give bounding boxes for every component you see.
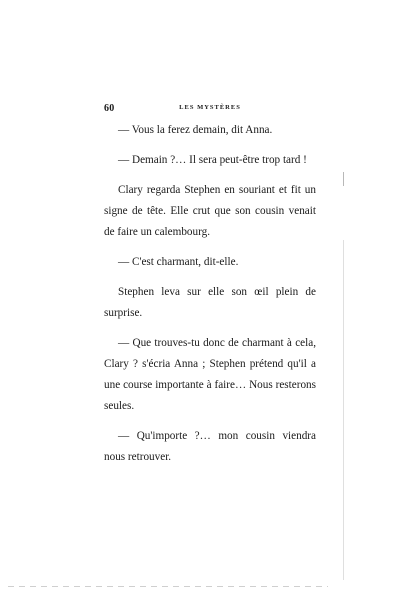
body-text	[104, 120, 316, 468]
running-head	[104, 103, 316, 117]
scan-artifact	[343, 240, 344, 580]
paragraph: Stephen leva sur elle son œil plein de surprise.	[104, 286, 316, 319]
paragraph: — Que trouves-tu donc de charmant à cela, Clary ? s'écria Anna ; Stephen prétend qu'il a une course importante à faire… Nous resterons seules.	[104, 337, 316, 412]
paragraph: — Demain ?… Il sera peut-être trop tard !	[118, 154, 307, 166]
paragraph: — C'est charmant, dit-elle.	[118, 256, 239, 268]
running-title: LES MYSTÈRES	[179, 104, 241, 111]
page-number: 60	[104, 103, 115, 114]
paragraph: — Vous la ferez demain, dit Anna.	[118, 124, 273, 136]
scan-artifact	[343, 172, 344, 186]
paragraph: Clary regarda Stephen en souriant et fit un signe de tête. Elle crut que son cousin venait de faire un calembourg.	[104, 184, 316, 238]
scan-artifact	[8, 586, 328, 587]
paragraph: — Qu'importe ?… mon cousin viendra nous retrouver.	[104, 430, 316, 463]
